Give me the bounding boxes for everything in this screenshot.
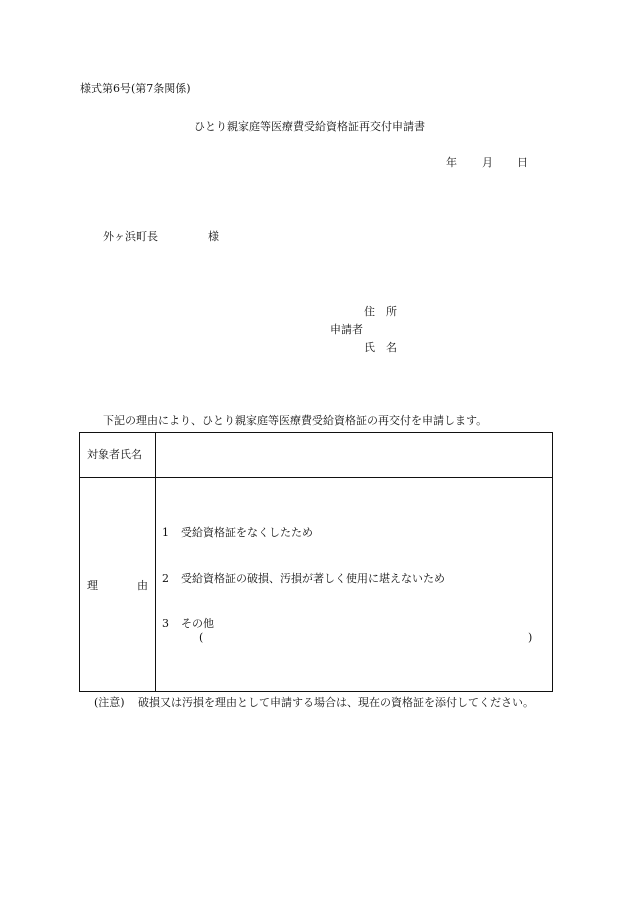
reason-number: 2 xyxy=(162,572,169,585)
reason-text: その他 xyxy=(181,617,214,630)
reason-option-3[interactable] xyxy=(162,617,214,631)
table-row-divider xyxy=(80,477,552,478)
other-reason-paren-close: ) xyxy=(528,631,533,644)
document-title: ひとり親家庭等医療費受給資格証再交付申請書 xyxy=(194,120,425,133)
reason-option-2[interactable] xyxy=(162,572,445,586)
reason-option-1[interactable] xyxy=(162,526,313,540)
note-label: (注意) xyxy=(94,696,125,709)
name-label: 氏 名 xyxy=(364,341,397,354)
address-label: 住 所 xyxy=(364,305,397,318)
note-text: 破損又は汚損を理由として申請する場合は、現在の資格証を添付してください。 xyxy=(138,696,534,709)
reason-label-char-1: 理 xyxy=(87,579,98,592)
subject-name-field[interactable] xyxy=(165,447,535,465)
addressee-name: 外ヶ浜町長 xyxy=(103,230,158,243)
reason-number: 1 xyxy=(162,526,169,539)
applicant-label: 申請者 xyxy=(330,323,363,336)
subject-name-label: 対象者氏名 xyxy=(87,448,142,461)
application-table xyxy=(79,432,553,692)
date-year-label: 年 xyxy=(446,156,457,169)
reason-number: 3 xyxy=(162,617,169,630)
date-day-label: 日 xyxy=(517,156,528,169)
reason-text: 受給資格証をなくしたため xyxy=(181,526,313,539)
addressee-honorific: 様 xyxy=(208,230,219,243)
date-month-label: 月 xyxy=(482,156,493,169)
reason-text: 受給資格証の破損、汚損が著しく使用に堪えないため xyxy=(181,572,445,585)
other-reason-paren-open: ( xyxy=(199,631,204,644)
reason-label-char-2: 由 xyxy=(137,579,148,592)
form-number: 様式第6号(第7条関係) xyxy=(80,82,191,95)
application-statement: 下記の理由により、ひとり親家庭等医療費受給資格証の再交付を申請します。 xyxy=(103,414,488,427)
other-reason-field[interactable] xyxy=(208,631,528,645)
table-column-divider xyxy=(155,433,156,691)
